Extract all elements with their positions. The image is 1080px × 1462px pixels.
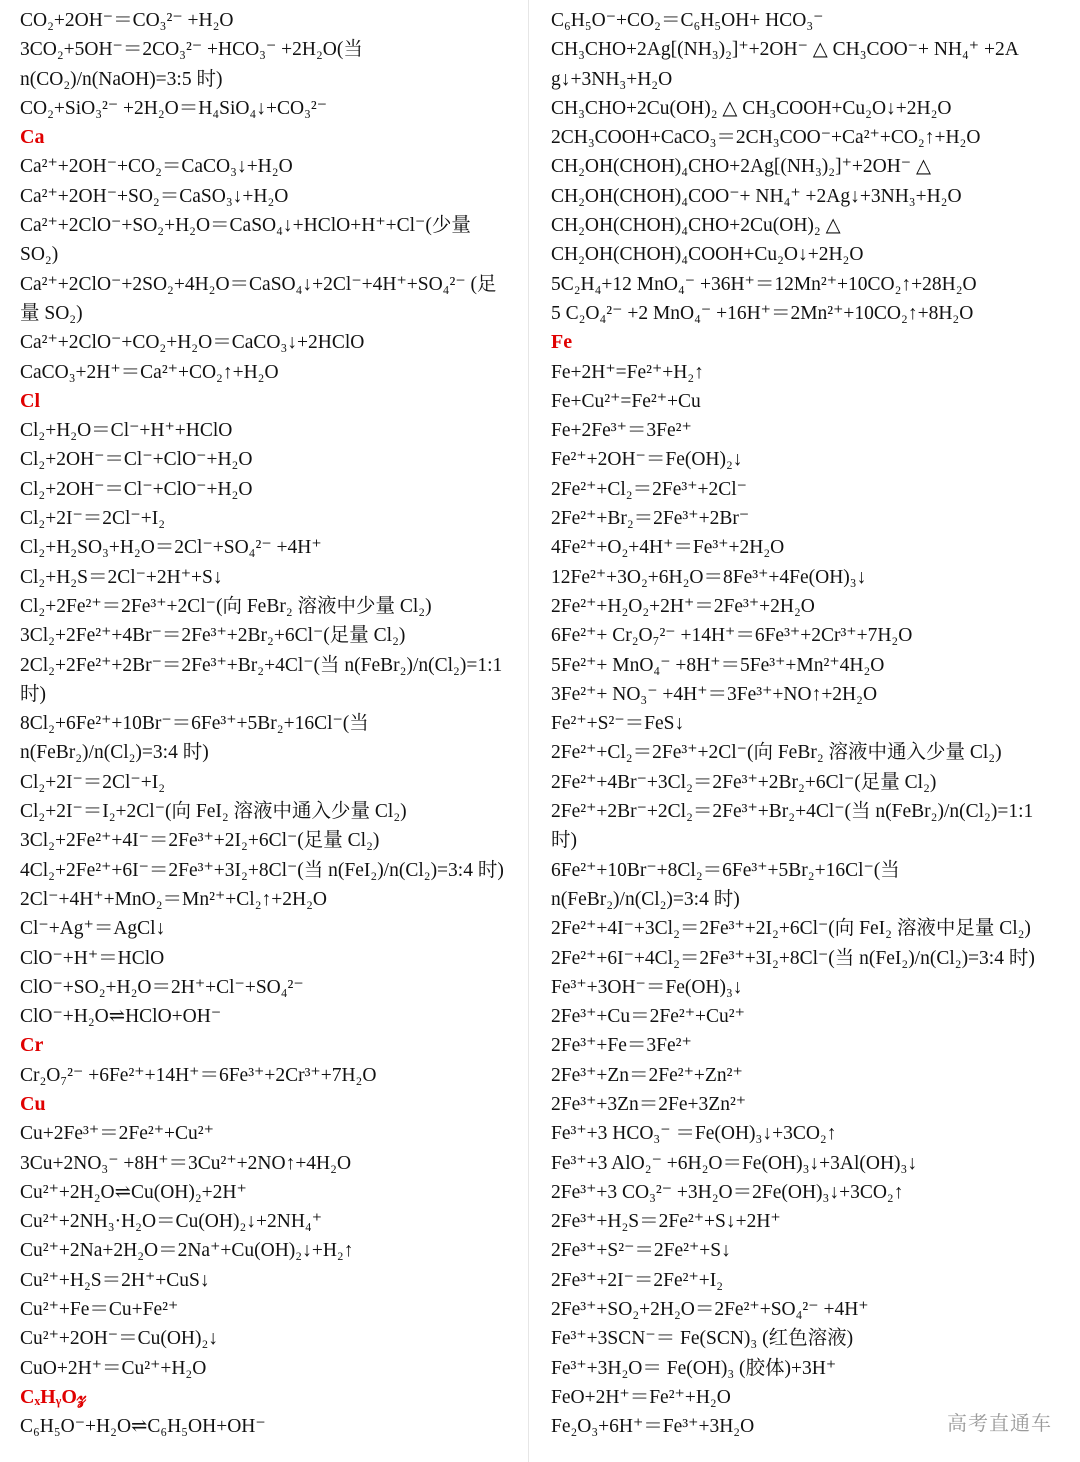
equation-line: Fe³⁺+3 HCO₃⁻ ＝Fe(OH)₃↓+3CO₂↑: [551, 1123, 837, 1145]
equation-line: Cl₂+2I⁻＝2Cl⁻+I₂: [20, 508, 166, 530]
equation-line: 2Fe²⁺+4I⁻+3Cl₂＝2Fe³⁺+2I₂+6Cl⁻(向 FeI₂ 溶液中足量 Cl₂): [551, 918, 1031, 940]
equation-line: 8Cl₂+6Fe²⁺+10Br⁻＝6Fe³⁺+5Br₂+16Cl⁻(当: [20, 713, 369, 735]
section-heading: CₓHᵧO𝓏: [20, 1385, 87, 1408]
equation-line: 2Cl⁻+4H⁺+MnO₂＝Mn²⁺+Cl₂↑+2H₂O: [20, 888, 327, 910]
equation-line: 12Fe²⁺+3O₂+6H₂O＝8Fe³⁺+4Fe(OH)₃↓: [551, 566, 867, 588]
equation-line: 量 SO₂): [20, 302, 83, 324]
equation-line: Fe³⁺+3H₂O＝ Fe(OH)₃ (胶体)+3H⁺: [551, 1357, 837, 1379]
equation-line: CH₂OH(CHOH)₄COOH+Cu₂O↓+2H₂O: [551, 244, 864, 266]
equation-line: 2Fe²⁺+Cl₂＝2Fe³⁺+2Cl⁻: [551, 478, 747, 500]
equation-line: Cl₂+2OH⁻＝Cl⁻+ClO⁻+H₂O: [20, 478, 253, 500]
equation-line: Ca²⁺+2ClO⁻+2SO₂+4H₂O＝CaSO₄↓+2Cl⁻+4H⁺+SO₄²⁻ (足: [20, 273, 497, 295]
equation-line: 2Fe³⁺+S²⁻＝2Fe²⁺+S↓: [551, 1240, 731, 1262]
equation-line: n(CO₂)/n(NaOH)=3:5 时): [20, 68, 223, 90]
equation-line: 2Fe²⁺+2Br⁻+2Cl₂＝2Fe³⁺+Br₂+4Cl⁻(当 n(FeBr₂)/n(Cl₂)=1:1: [551, 801, 1034, 823]
section-heading: Cl: [20, 389, 40, 412]
equation-line: Ca²⁺+2ClO⁻+SO₂+H₂O＝CaSO₄↓+HClO+H⁺+Cl⁻(少量: [20, 215, 471, 237]
equation-line: 5C₂H₄+12 MnO₄⁻ +36H⁺＝12Mn²⁺+10CO₂↑+28H₂O: [551, 273, 977, 295]
equation-line: 3CO₂+5OH⁻＝2CO₃²⁻ +HCO₃⁻ +2H₂O(当: [20, 39, 363, 61]
equation-line: Fe³⁺+3 AlO₂⁻ +6H₂O＝Fe(OH)₃↓+3Al(OH)₃↓: [551, 1152, 918, 1174]
equation-line: Ca²⁺+2OH⁻+SO₂＝CaSO₃↓+H₂O: [20, 185, 289, 207]
equation-line: ClO⁻+H⁺＝HClO: [20, 947, 165, 969]
equation-line: 2Fe³⁺+SO₂+2H₂O＝2Fe²⁺+SO₄²⁻ +4H⁺: [551, 1299, 869, 1321]
right-column: [551, 6, 1073, 1442]
equation-line: C₆H₅O⁻+CO₂＝C₆H₅OH+ HCO₃⁻: [551, 10, 824, 31]
section-heading: Cu: [20, 1092, 46, 1115]
equation-line: Ca²⁺+2ClO⁻+CO₂+H₂O＝CaCO₃↓+2HClO: [20, 332, 365, 354]
equation-line: 6Fe²⁺+10Br⁻+8Cl₂＝6Fe³⁺+5Br₂+16Cl⁻(当: [551, 859, 900, 881]
equation-line: n(FeBr₂)/n(Cl₂)=3:4 时): [551, 888, 740, 910]
equation-line: 2Fe³⁺+Fe＝3Fe²⁺: [551, 1035, 692, 1057]
equation-line: CaCO₃+2H⁺＝Ca²⁺+CO₂↑+H₂O: [20, 361, 279, 383]
equation-line: CH₂OH(CHOH)₄COO⁻+ NH₄⁺ +2Ag↓+3NH₃+H₂O: [551, 185, 962, 207]
equation-line: Fe³⁺+3SCN⁻＝ Fe(SCN)₃ (红色溶液): [551, 1328, 854, 1350]
equation-line: Cu²⁺+2OH⁻＝Cu(OH)₂↓: [20, 1328, 219, 1350]
equation-line: Fe+Cu²⁺=Fe²⁺+Cu: [551, 390, 701, 412]
equation-line: Cl₂+2I⁻＝I₂+2Cl⁻(向 FeI₂ 溶液中通入少量 Cl₂): [20, 801, 407, 823]
equation-line: Cl₂+2OH⁻＝Cl⁻+ClO⁻+H₂O: [20, 449, 253, 471]
equation-line: 2Fe³⁺+3Zn＝2Fe+3Zn²⁺: [551, 1093, 747, 1115]
watermark: 高考直通车: [947, 1411, 1052, 1435]
section-heading: Fe: [551, 331, 573, 354]
equation-line: Cu+2Fe³⁺＝2Fe²⁺+Cu²⁺: [20, 1123, 214, 1145]
equation-line: Cu²⁺+2H₂O⇌Cu(OH)₂+2H⁺: [20, 1181, 247, 1203]
equation-line: Cu²⁺+2Na+2H₂O＝2Na⁺+Cu(OH)₂↓+H₂↑: [20, 1240, 354, 1262]
equation-line: Cu²⁺+H₂S＝2H⁺+CuS↓: [20, 1269, 210, 1291]
equation-line: 2Cl₂+2Fe²⁺+2Br⁻＝2Fe³⁺+Br₂+4Cl⁻(当 n(FeBr₂)/n(Cl₂)=1:1: [20, 654, 503, 676]
equation-line: 3Fe²⁺+ NO₃⁻ +4H⁺＝3Fe³⁺+NO↑+2H₂O: [551, 683, 878, 705]
equation-line: Fe²⁺+S²⁻＝FeS↓: [551, 713, 685, 735]
equation-line: 2Fe³⁺+Zn＝2Fe²⁺+Zn²⁺: [551, 1064, 743, 1086]
equation-line: 5Fe²⁺+ MnO₄⁻ +8H⁺＝5Fe³⁺+Mn²⁺4H₂O: [551, 654, 885, 676]
equation-line: 2Fe²⁺+6I⁻+4Cl₂＝2Fe³⁺+3I₂+8Cl⁻(当 n(FeI₂)/n(Cl₂)=3:4 时): [551, 947, 1035, 969]
equation-line: CuO+2H⁺＝Cu²⁺+H₂O: [20, 1357, 207, 1379]
equation-line: 2Fe²⁺+Br₂＝2Fe³⁺+2Br⁻: [551, 508, 750, 530]
equation-line: 2Fe³⁺+Cu＝2Fe²⁺+Cu²⁺: [551, 1006, 745, 1028]
equation-line: Cl₂+H₂O＝Cl⁻+H⁺+HClO: [20, 420, 233, 442]
equation-line: Cl₂+2Fe²⁺＝2Fe³⁺+2Cl⁻(向 FeBr₂ 溶液中少量 Cl₂): [20, 595, 432, 617]
left-column: [20, 6, 520, 1442]
equation-line: Cl₂+2I⁻＝2Cl⁻+I₂: [20, 771, 166, 793]
equation-line: CH₃CHO+2Ag[(NH₃)₂]⁺+2OH⁻ △ CH₃COO⁻+ NH₄⁺ +2A: [551, 39, 1019, 61]
equation-line: 6Fe²⁺+ Cr₂O₇²⁻ +14H⁺＝6Fe³⁺+2Cr³⁺+7H₂O: [551, 625, 913, 647]
equation-line: Fe+2H⁺=Fe²⁺+H₂↑: [551, 361, 704, 383]
equation-line: SO₂): [20, 244, 59, 266]
equation-line: Cu²⁺+Fe＝Cu+Fe²⁺: [20, 1299, 179, 1321]
equation-line: g↓+3NH₃+H₂O: [551, 68, 673, 90]
equation-line: CH₃CHO+2Cu(OH)₂ △ CH₃COOH+Cu₂O↓+2H₂O: [551, 97, 952, 119]
equation-line: Fe₂O₃+6H⁺＝Fe³⁺+3H₂O: [551, 1416, 755, 1438]
equation-line: Fe²⁺+2OH⁻＝Fe(OH)₂↓: [551, 449, 743, 471]
equation-line: ClO⁻+SO₂+H₂O＝2H⁺+Cl⁻+SO₄²⁻: [20, 976, 304, 998]
equation-line: CO₂+2OH⁻＝CO₃²⁻ +H₂O: [20, 10, 234, 31]
section-heading: Ca: [20, 126, 45, 149]
equation-line: CO₂+SiO₃²⁻ +2H₂O＝H₄SiO₄↓+CO₃²⁻: [20, 97, 328, 119]
equation-line: Fe³⁺+3OH⁻＝Fe(OH)₃↓: [551, 976, 743, 998]
equation-line: 2Fe²⁺+4Br⁻+3Cl₂＝2Fe³⁺+2Br₂+6Cl⁻(足量 Cl₂): [551, 771, 937, 793]
equation-line: Fe+2Fe³⁺＝3Fe²⁺: [551, 420, 692, 442]
equation-line: 3Cl₂+2Fe²⁺+4I⁻＝2Fe³⁺+2I₂+6Cl⁻(足量 Cl₂): [20, 830, 380, 852]
equation-line: Cr₂O₇²⁻ +6Fe²⁺+14H⁺＝6Fe³⁺+2Cr³⁺+7H₂O: [20, 1064, 377, 1086]
equation-line: Cl₂+H₂SO₃+H₂O＝2Cl⁻+SO₄²⁻ +4H⁺: [20, 537, 322, 559]
equation-line: FeO+2H⁺＝Fe²⁺+H₂O: [551, 1386, 731, 1408]
equation-line: Cl⁻+Ag⁺＝AgCl↓: [20, 918, 166, 940]
equation-line: CH₂OH(CHOH)₄CHO+2Cu(OH)₂ △: [551, 215, 841, 237]
equation-line: 2Fe³⁺+2I⁻＝2Fe²⁺+I₂: [551, 1269, 724, 1291]
equation-line: 5 C₂O₄²⁻ +2 MnO₄⁻ +16H⁺＝2Mn²⁺+10CO₂↑+8H₂O: [551, 302, 974, 324]
column-divider: [528, 0, 529, 1462]
equation-line: C₆H₅O⁻+H₂O⇌C₆H₅OH+OH⁻: [20, 1416, 266, 1438]
equation-line: n(FeBr₂)/n(Cl₂)=3:4 时): [20, 742, 209, 764]
equation-line: Cu²⁺+2NH₃·H₂O＝Cu(OH)₂↓+2NH₄⁺: [20, 1211, 323, 1233]
equation-line: 2Fe³⁺+H₂S＝2Fe²⁺+S↓+2H⁺: [551, 1211, 781, 1233]
equation-line: 2Fe²⁺+Cl₂＝2Fe³⁺+2Cl⁻(向 FeBr₂ 溶液中通入少量 Cl₂): [551, 742, 1002, 764]
equation-line: CH₂OH(CHOH)₄CHO+2Ag[(NH₃)₂]⁺+2OH⁻ △: [551, 156, 931, 178]
equation-line: ClO⁻+H₂O⇌HClO+OH⁻: [20, 1006, 222, 1028]
equation-line: 4Cl₂+2Fe²⁺+6I⁻＝2Fe³⁺+3I₂+8Cl⁻(当 n(FeI₂)/n(Cl₂)=3:4 时): [20, 859, 504, 881]
equation-line: 2Fe²⁺+H₂O₂+2H⁺＝2Fe³⁺+2H₂O: [551, 595, 815, 617]
equation-line: 时): [551, 830, 577, 852]
equation-line: 4Fe²⁺+O₂+4H⁺＝Fe³⁺+2H₂O: [551, 537, 785, 559]
equation-line: 3Cl₂+2Fe²⁺+4Br⁻＝2Fe³⁺+2Br₂+6Cl⁻(足量 Cl₂): [20, 625, 406, 647]
equation-line: 2Fe³⁺+3 CO₃²⁻ +3H₂O＝2Fe(OH)₃↓+3CO₂↑: [551, 1181, 904, 1203]
equation-line: 2CH₃COOH+CaCO₃＝2CH₃COO⁻+Ca²⁺+CO₂↑+H₂O: [551, 127, 981, 149]
equation-line: Cl₂+H₂S＝2Cl⁻+2H⁺+S↓: [20, 566, 223, 588]
section-heading: Cr: [20, 1034, 44, 1057]
equation-line: Ca²⁺+2OH⁻+CO₂＝CaCO₃↓+H₂O: [20, 156, 293, 178]
equation-line: 时): [20, 683, 46, 705]
equation-line: 3Cu+2NO₃⁻ +8H⁺＝3Cu²⁺+2NO↑+4H₂O: [20, 1152, 352, 1174]
